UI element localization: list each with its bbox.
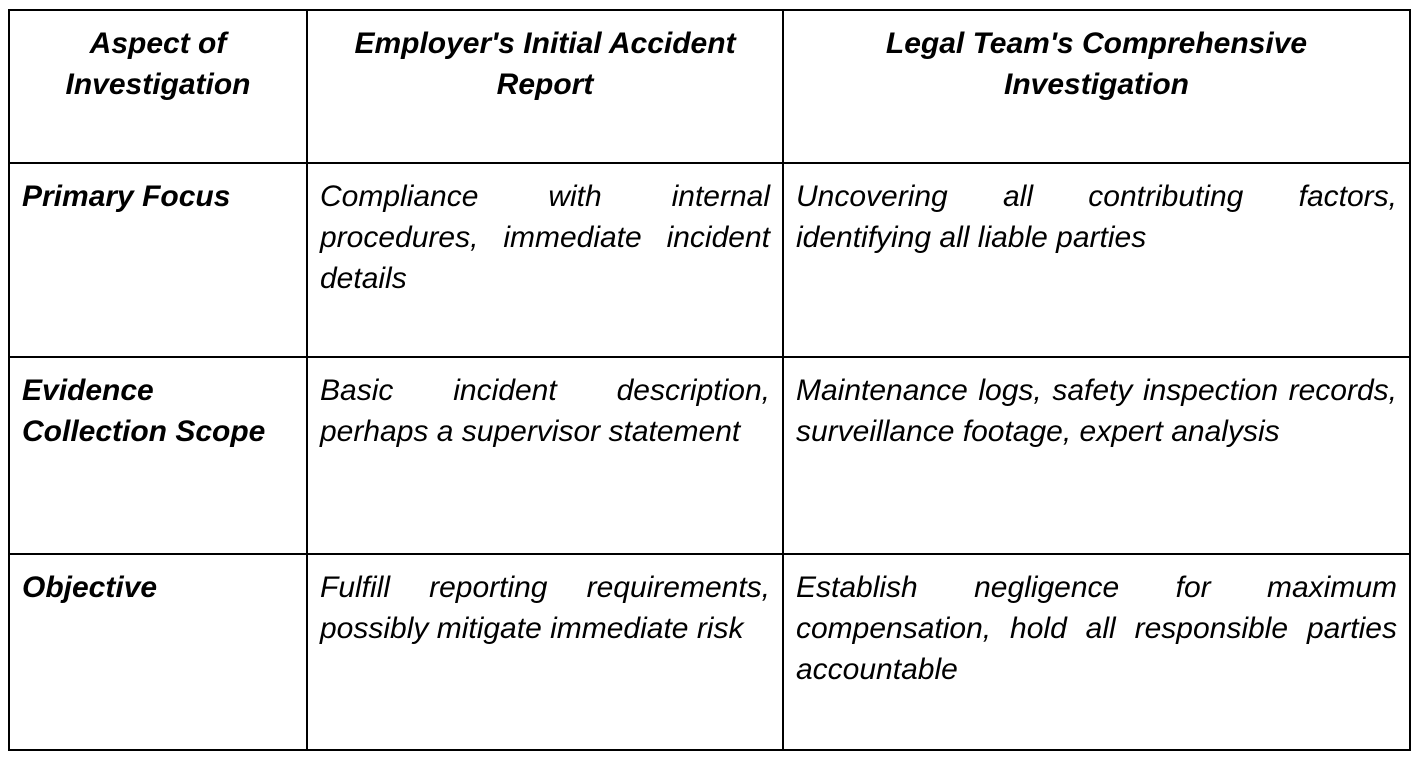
row-label-evidence-scope: Evidence Collection Scope (9, 357, 307, 554)
cell-legal-evidence-scope: Maintenance logs, safety inspection records, surveillance footage, expert analysis (783, 357, 1410, 554)
row-label-primary-focus: Primary Focus (9, 163, 307, 357)
header-row (9, 10, 1410, 163)
table-row (9, 163, 1410, 357)
table-row (9, 554, 1410, 750)
comparison-table (8, 9, 1411, 751)
cell-legal-primary-focus: Uncovering all contributing factors, identifying all liable parties (783, 163, 1410, 357)
header-employer-report: Employer's Initial Accident Report (307, 10, 783, 163)
header-legal-investigation: Legal Team's Comprehensive Investigation (783, 10, 1410, 163)
header-aspect: Aspect of Investigation (9, 10, 307, 163)
table-row (9, 357, 1410, 554)
cell-employer-objective: Fulfill reporting requirements, possibly mitigate immediate risk (307, 554, 783, 750)
cell-legal-objective: Establish negligence for maximum compensation, hold all responsible parties accountable (783, 554, 1410, 750)
cell-employer-primary-focus: Compliance with internal procedures, immediate incident details (307, 163, 783, 357)
cell-employer-evidence-scope: Basic incident description, perhaps a supervisor statement (307, 357, 783, 554)
row-label-objective: Objective (9, 554, 307, 750)
